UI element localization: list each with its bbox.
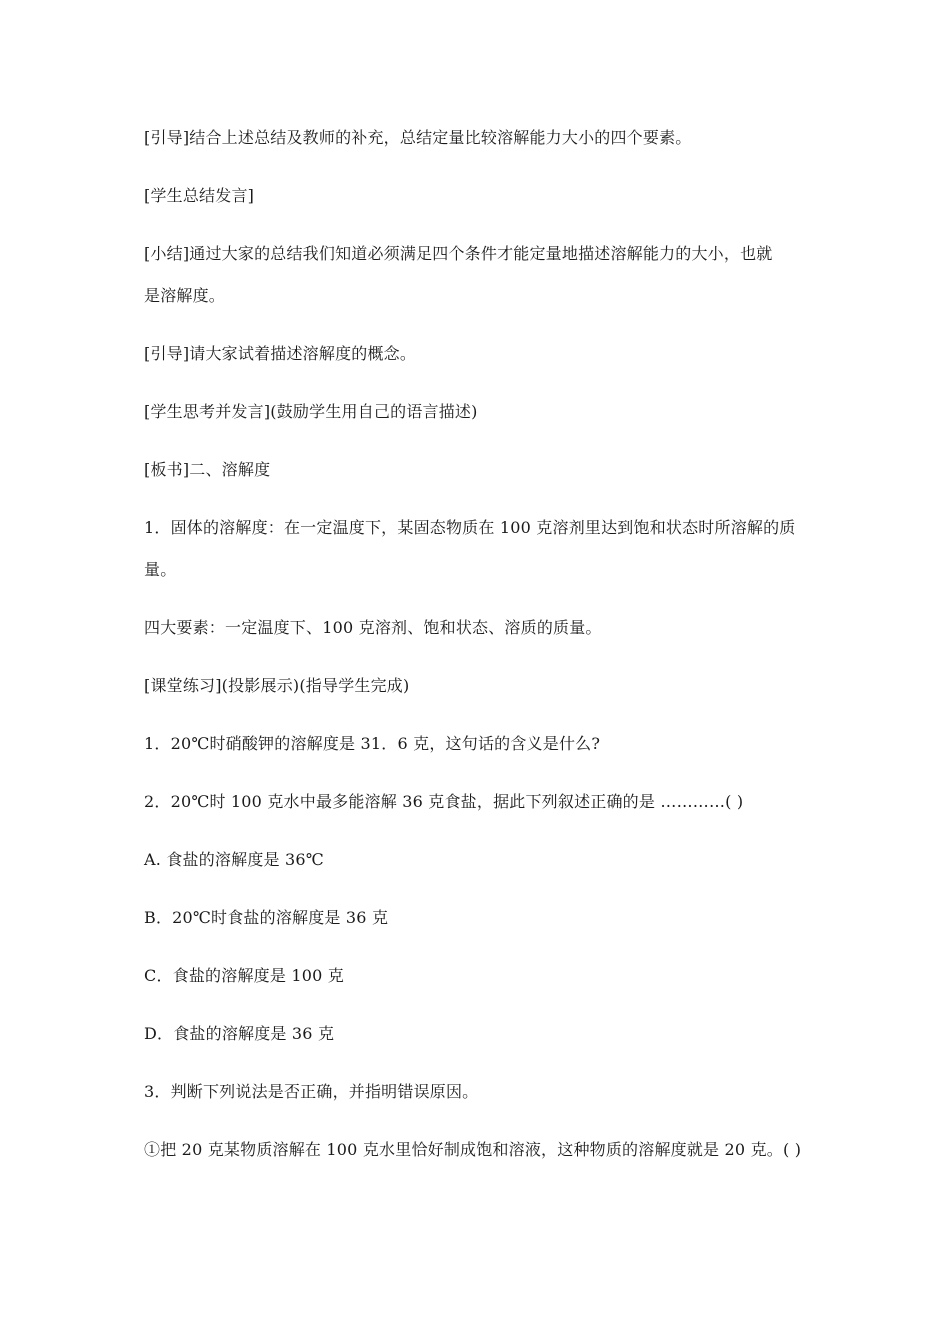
student-summary-line: [学生总结发言] (144, 186, 255, 205)
definition-line-2: 量。 (144, 560, 177, 579)
conclusion-line-2: 是溶解度。 (144, 286, 226, 305)
conclusion-line-1: [小结]通过大家的总结我们知道必须满足四个条件才能定量地描述溶解能力的大小，也就 (144, 244, 773, 263)
option-b-line: B．20℃时食盐的溶解度是 36 克 (144, 908, 389, 927)
question-2-line: 2．20℃时 100 克水中最多能溶解 36 克食盐，据此下列叙述正确的是 …………( ) (144, 792, 744, 811)
definition-line-1: 1．固体的溶解度：在一定温度下，某固态物质在 100 克溶剂里达到饱和状态时所溶解的质 (144, 518, 796, 537)
statement-1-line: ①把 20 克某物质溶解在 100 克水里恰好制成饱和溶液，这种物质的溶解度就是 20 克。( ) (144, 1140, 802, 1159)
option-a-line: A. 食盐的溶解度是 36℃ (144, 850, 324, 869)
four-elements-line: 四大要素：一定温度下、100 克溶剂、饱和状态、溶质的质量。 (144, 618, 602, 637)
option-c-line: C．食盐的溶解度是 100 克 (144, 966, 344, 985)
question-3-line: 3．判断下列说法是否正确，并指明错误原因。 (144, 1082, 479, 1101)
practice-heading-line: [课堂练习](投影展示)(指导学生完成) (144, 676, 410, 695)
guide-concept-line: [引导]请大家试着描述溶解度的概念。 (144, 344, 417, 363)
guide-summary-line: [引导]结合上述总结及教师的补充，总结定量比较溶解能力大小的四个要素。 (144, 128, 692, 147)
question-1-line: 1．20℃时硝酸钾的溶解度是 31．6 克，这句话的含义是什么? (144, 734, 601, 753)
board-heading-line: [板书]二、溶解度 (144, 460, 271, 479)
student-think-line: [学生思考并发言](鼓励学生用自己的语言描述) (144, 402, 478, 421)
option-d-line: D．食盐的溶解度是 36 克 (144, 1024, 335, 1043)
